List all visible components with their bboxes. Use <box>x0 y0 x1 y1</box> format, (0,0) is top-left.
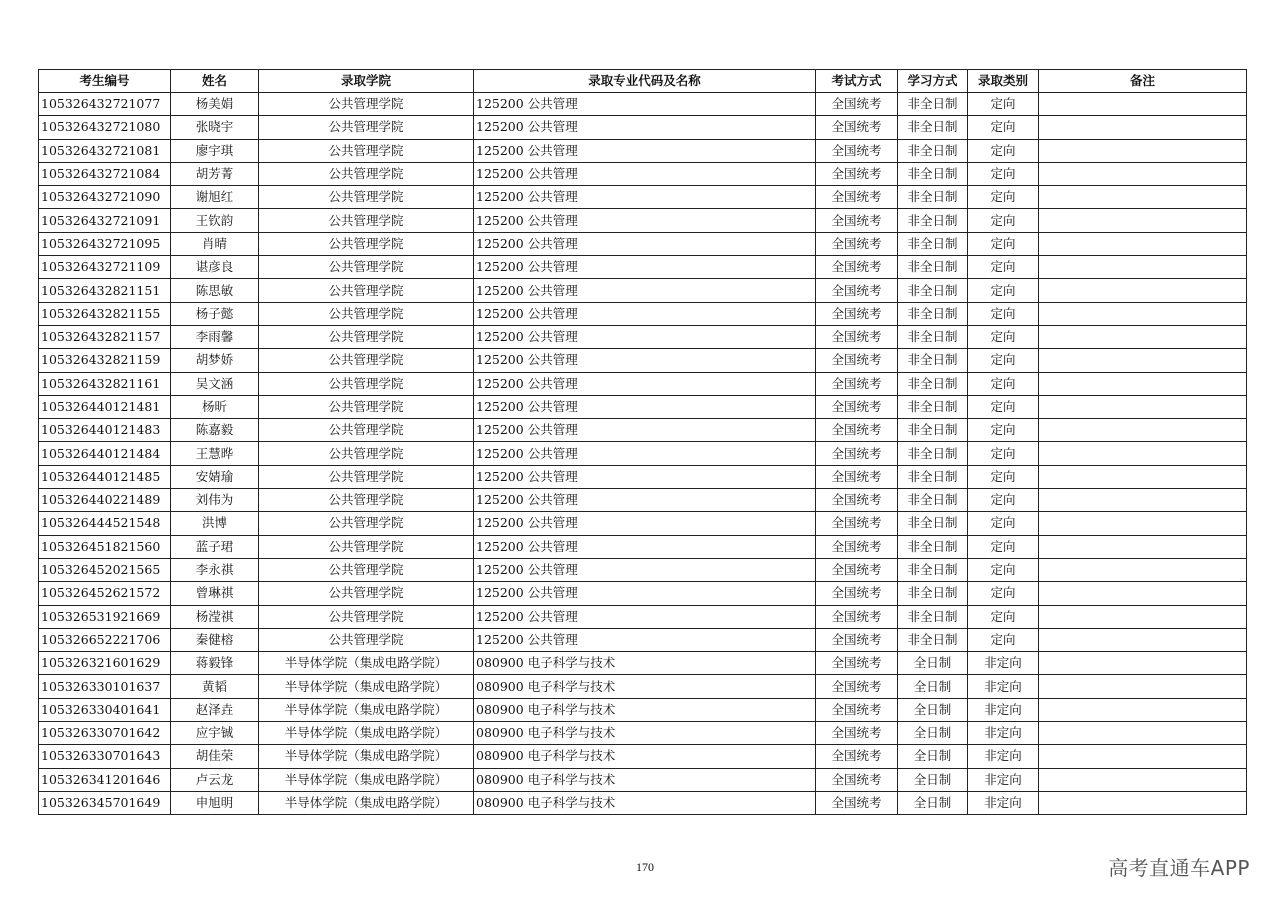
table-row <box>39 325 1247 348</box>
cell-major: 125200 公共管理 <box>474 349 816 372</box>
table-row <box>39 675 1247 698</box>
table-row <box>39 535 1247 558</box>
cell-major: 125200 公共管理 <box>474 465 816 488</box>
cell-exam-mode: 全国统考 <box>816 582 898 605</box>
cell-name: 杨昕 <box>171 395 259 418</box>
cell-remarks <box>1039 372 1247 395</box>
cell-exam-mode: 全国统考 <box>816 232 898 255</box>
cell-name: 李永祺 <box>171 558 259 581</box>
cell-study-mode: 非全日制 <box>898 302 968 325</box>
cell-major: 080900 电子科学与技术 <box>474 745 816 768</box>
cell-study-mode: 非全日制 <box>898 465 968 488</box>
cell-study-mode: 非全日制 <box>898 232 968 255</box>
table-row <box>39 116 1247 139</box>
cell-exam-mode: 全国统考 <box>816 349 898 372</box>
cell-remarks <box>1039 745 1247 768</box>
cell-study-mode: 非全日制 <box>898 558 968 581</box>
cell-name: 刘伟为 <box>171 489 259 512</box>
table-row <box>39 652 1247 675</box>
cell-college: 公共管理学院 <box>259 419 474 442</box>
cell-admission-type: 非定向 <box>968 791 1039 814</box>
cell-major: 080900 电子科学与技术 <box>474 768 816 791</box>
cell-admission-type: 定向 <box>968 279 1039 302</box>
cell-name: 胡佳荣 <box>171 745 259 768</box>
cell-college: 公共管理学院 <box>259 465 474 488</box>
table-row <box>39 302 1247 325</box>
cell-study-mode: 全日制 <box>898 791 968 814</box>
cell-major: 080900 电子科学与技术 <box>474 698 816 721</box>
cell-college: 半导体学院（集成电路学院） <box>259 745 474 768</box>
cell-name: 张晓宇 <box>171 116 259 139</box>
table-row <box>39 768 1247 791</box>
table-row <box>39 279 1247 302</box>
cell-college: 半导体学院（集成电路学院） <box>259 722 474 745</box>
table-row <box>39 372 1247 395</box>
cell-exam-id: 105326345701649 <box>39 791 171 814</box>
cell-name: 杨滢祺 <box>171 605 259 628</box>
cell-study-mode: 非全日制 <box>898 512 968 535</box>
cell-remarks <box>1039 419 1247 442</box>
cell-name: 卢云龙 <box>171 768 259 791</box>
cell-exam-mode: 全国统考 <box>816 722 898 745</box>
cell-college: 半导体学院（集成电路学院） <box>259 768 474 791</box>
cell-exam-id: 105326432821159 <box>39 349 171 372</box>
cell-remarks <box>1039 93 1247 116</box>
cell-remarks <box>1039 722 1247 745</box>
table-row <box>39 698 1247 721</box>
cell-major: 125200 公共管理 <box>474 162 816 185</box>
cell-remarks <box>1039 209 1247 232</box>
cell-admission-type: 定向 <box>968 489 1039 512</box>
cell-remarks <box>1039 116 1247 139</box>
cell-admission-type: 定向 <box>968 558 1039 581</box>
cell-name: 胡芳菁 <box>171 162 259 185</box>
cell-major: 125200 公共管理 <box>474 628 816 651</box>
cell-study-mode: 非全日制 <box>898 349 968 372</box>
cell-remarks <box>1039 442 1247 465</box>
cell-exam-id: 105326432821157 <box>39 325 171 348</box>
cell-study-mode: 非全日制 <box>898 628 968 651</box>
cell-remarks <box>1039 139 1247 162</box>
cell-exam-mode: 全国统考 <box>816 325 898 348</box>
cell-name: 蒋毅锋 <box>171 652 259 675</box>
cell-admission-type: 定向 <box>968 93 1039 116</box>
cell-college: 公共管理学院 <box>259 302 474 325</box>
cell-study-mode: 非全日制 <box>898 116 968 139</box>
cell-admission-type: 定向 <box>968 349 1039 372</box>
table-row <box>39 162 1247 185</box>
cell-remarks <box>1039 512 1247 535</box>
cell-exam-mode: 全国统考 <box>816 512 898 535</box>
table-row <box>39 442 1247 465</box>
cell-name: 王慧晔 <box>171 442 259 465</box>
cell-college: 公共管理学院 <box>259 116 474 139</box>
cell-college: 公共管理学院 <box>259 209 474 232</box>
cell-college: 公共管理学院 <box>259 139 474 162</box>
cell-exam-mode: 全国统考 <box>816 372 898 395</box>
cell-admission-type: 定向 <box>968 116 1039 139</box>
cell-college: 公共管理学院 <box>259 232 474 255</box>
cell-college: 公共管理学院 <box>259 628 474 651</box>
cell-study-mode: 非全日制 <box>898 162 968 185</box>
table-row <box>39 791 1247 814</box>
cell-remarks <box>1039 768 1247 791</box>
cell-remarks <box>1039 698 1247 721</box>
cell-exam-id: 105326330401641 <box>39 698 171 721</box>
cell-study-mode: 非全日制 <box>898 605 968 628</box>
table-row <box>39 745 1247 768</box>
cell-admission-type: 定向 <box>968 256 1039 279</box>
table-row <box>39 512 1247 535</box>
table-row <box>39 349 1247 372</box>
table-row <box>39 628 1247 651</box>
cell-name: 洪博 <box>171 512 259 535</box>
cell-name: 胡梦娇 <box>171 349 259 372</box>
cell-exam-mode: 全国统考 <box>816 489 898 512</box>
cell-study-mode: 非全日制 <box>898 489 968 512</box>
cell-exam-id: 105326531921669 <box>39 605 171 628</box>
cell-remarks <box>1039 582 1247 605</box>
cell-remarks <box>1039 325 1247 348</box>
cell-name: 杨美娟 <box>171 93 259 116</box>
cell-name: 谢旭红 <box>171 186 259 209</box>
table-row <box>39 209 1247 232</box>
cell-exam-id: 105326432721109 <box>39 256 171 279</box>
header-study-mode: 学习方式 <box>898 70 968 93</box>
cell-remarks <box>1039 186 1247 209</box>
cell-exam-id: 105326330101637 <box>39 675 171 698</box>
cell-remarks <box>1039 302 1247 325</box>
cell-exam-mode: 全国统考 <box>816 698 898 721</box>
cell-remarks <box>1039 535 1247 558</box>
cell-college: 公共管理学院 <box>259 558 474 581</box>
cell-admission-type: 非定向 <box>968 652 1039 675</box>
table-header-row <box>39 70 1247 93</box>
cell-admission-type: 定向 <box>968 302 1039 325</box>
cell-exam-mode: 全国统考 <box>816 302 898 325</box>
cell-study-mode: 非全日制 <box>898 419 968 442</box>
cell-exam-mode: 全国统考 <box>816 395 898 418</box>
cell-college: 公共管理学院 <box>259 395 474 418</box>
cell-major: 125200 公共管理 <box>474 582 816 605</box>
header-remarks: 备注 <box>1039 70 1247 93</box>
header-admission-type: 录取类别 <box>968 70 1039 93</box>
cell-exam-mode: 全国统考 <box>816 768 898 791</box>
cell-name: 李雨馨 <box>171 325 259 348</box>
cell-college: 公共管理学院 <box>259 279 474 302</box>
cell-college: 公共管理学院 <box>259 489 474 512</box>
cell-exam-id: 105326451821560 <box>39 535 171 558</box>
cell-exam-mode: 全国统考 <box>816 116 898 139</box>
cell-admission-type: 定向 <box>968 372 1039 395</box>
cell-major: 125200 公共管理 <box>474 558 816 581</box>
cell-study-mode: 非全日制 <box>898 442 968 465</box>
table-row <box>39 465 1247 488</box>
header-college: 录取学院 <box>259 70 474 93</box>
cell-name: 陈嘉毅 <box>171 419 259 442</box>
cell-major: 125200 公共管理 <box>474 139 816 162</box>
cell-name: 陈思敏 <box>171 279 259 302</box>
table-row <box>39 489 1247 512</box>
cell-major: 125200 公共管理 <box>474 209 816 232</box>
cell-exam-mode: 全国统考 <box>816 558 898 581</box>
cell-remarks <box>1039 605 1247 628</box>
cell-major: 125200 公共管理 <box>474 256 816 279</box>
cell-major: 125200 公共管理 <box>474 605 816 628</box>
cell-major: 125200 公共管理 <box>474 512 816 535</box>
cell-exam-id: 105326432821161 <box>39 372 171 395</box>
cell-name: 谌彦良 <box>171 256 259 279</box>
table-row <box>39 139 1247 162</box>
cell-remarks <box>1039 395 1247 418</box>
admission-table <box>38 69 1247 815</box>
cell-study-mode: 非全日制 <box>898 279 968 302</box>
cell-exam-id: 105326432721084 <box>39 162 171 185</box>
cell-study-mode: 非全日制 <box>898 372 968 395</box>
cell-exam-id: 105326330701643 <box>39 745 171 768</box>
cell-admission-type: 非定向 <box>968 745 1039 768</box>
cell-exam-id: 105326452021565 <box>39 558 171 581</box>
cell-name: 杨子懿 <box>171 302 259 325</box>
cell-study-mode: 非全日制 <box>898 535 968 558</box>
cell-major: 125200 公共管理 <box>474 372 816 395</box>
cell-study-mode: 非全日制 <box>898 395 968 418</box>
cell-exam-id: 105326652221706 <box>39 628 171 651</box>
cell-college: 公共管理学院 <box>259 325 474 348</box>
table-row <box>39 395 1247 418</box>
cell-admission-type: 定向 <box>968 628 1039 651</box>
cell-major: 125200 公共管理 <box>474 116 816 139</box>
table-row <box>39 232 1247 255</box>
header-exam-id: 考生编号 <box>39 70 171 93</box>
cell-exam-mode: 全国统考 <box>816 791 898 814</box>
cell-study-mode: 全日制 <box>898 745 968 768</box>
cell-remarks <box>1039 628 1247 651</box>
cell-admission-type: 定向 <box>968 139 1039 162</box>
cell-remarks <box>1039 652 1247 675</box>
cell-college: 公共管理学院 <box>259 93 474 116</box>
cell-admission-type: 定向 <box>968 395 1039 418</box>
cell-major: 125200 公共管理 <box>474 489 816 512</box>
cell-major: 125200 公共管理 <box>474 279 816 302</box>
cell-exam-id: 105326432721077 <box>39 93 171 116</box>
cell-college: 公共管理学院 <box>259 186 474 209</box>
cell-remarks <box>1039 675 1247 698</box>
cell-remarks <box>1039 791 1247 814</box>
cell-admission-type: 定向 <box>968 325 1039 348</box>
cell-major: 080900 电子科学与技术 <box>474 722 816 745</box>
cell-admission-type: 定向 <box>968 535 1039 558</box>
cell-study-mode: 非全日制 <box>898 209 968 232</box>
cell-college: 半导体学院（集成电路学院） <box>259 675 474 698</box>
cell-admission-type: 定向 <box>968 209 1039 232</box>
cell-exam-mode: 全国统考 <box>816 162 898 185</box>
header-major: 录取专业代码及名称 <box>474 70 816 93</box>
cell-major: 125200 公共管理 <box>474 535 816 558</box>
cell-study-mode: 非全日制 <box>898 582 968 605</box>
cell-major: 125200 公共管理 <box>474 232 816 255</box>
cell-exam-id: 105326432721081 <box>39 139 171 162</box>
cell-study-mode: 全日制 <box>898 652 968 675</box>
cell-college: 公共管理学院 <box>259 442 474 465</box>
cell-admission-type: 定向 <box>968 232 1039 255</box>
cell-admission-type: 定向 <box>968 465 1039 488</box>
cell-study-mode: 非全日制 <box>898 325 968 348</box>
cell-exam-id: 105326440121484 <box>39 442 171 465</box>
cell-exam-mode: 全国统考 <box>816 139 898 162</box>
cell-exam-mode: 全国统考 <box>816 745 898 768</box>
cell-exam-id: 105326432821155 <box>39 302 171 325</box>
cell-admission-type: 非定向 <box>968 675 1039 698</box>
cell-name: 吴文涵 <box>171 372 259 395</box>
cell-name: 申旭明 <box>171 791 259 814</box>
cell-exam-id: 105326432721095 <box>39 232 171 255</box>
cell-exam-id: 105326432721090 <box>39 186 171 209</box>
cell-admission-type: 非定向 <box>968 768 1039 791</box>
cell-college: 公共管理学院 <box>259 256 474 279</box>
cell-admission-type: 定向 <box>968 605 1039 628</box>
cell-admission-type: 定向 <box>968 186 1039 209</box>
cell-name: 曾琳祺 <box>171 582 259 605</box>
cell-exam-id: 105326440121485 <box>39 465 171 488</box>
watermark: 高考直通车APP <box>1108 856 1250 880</box>
cell-name: 廖宇琪 <box>171 139 259 162</box>
cell-study-mode: 非全日制 <box>898 93 968 116</box>
cell-name: 王钦韵 <box>171 209 259 232</box>
cell-remarks <box>1039 349 1247 372</box>
cell-major: 125200 公共管理 <box>474 395 816 418</box>
table-row <box>39 186 1247 209</box>
cell-major: 125200 公共管理 <box>474 186 816 209</box>
cell-admission-type: 定向 <box>968 582 1039 605</box>
cell-remarks <box>1039 279 1247 302</box>
cell-exam-id: 105326321601629 <box>39 652 171 675</box>
cell-major: 125200 公共管理 <box>474 302 816 325</box>
header-exam-mode: 考试方式 <box>816 70 898 93</box>
cell-exam-id: 105326452621572 <box>39 582 171 605</box>
table-row <box>39 605 1247 628</box>
cell-name: 安婧瑜 <box>171 465 259 488</box>
cell-college: 公共管理学院 <box>259 162 474 185</box>
cell-admission-type: 非定向 <box>968 698 1039 721</box>
header-name: 姓名 <box>171 70 259 93</box>
cell-college: 公共管理学院 <box>259 512 474 535</box>
cell-college: 公共管理学院 <box>259 349 474 372</box>
cell-exam-id: 105326330701642 <box>39 722 171 745</box>
table-row <box>39 558 1247 581</box>
cell-exam-mode: 全国统考 <box>816 535 898 558</box>
cell-name: 秦健榕 <box>171 628 259 651</box>
cell-college: 公共管理学院 <box>259 605 474 628</box>
cell-remarks <box>1039 256 1247 279</box>
cell-major: 125200 公共管理 <box>474 93 816 116</box>
cell-major: 125200 公共管理 <box>474 419 816 442</box>
cell-study-mode: 非全日制 <box>898 256 968 279</box>
cell-remarks <box>1039 232 1247 255</box>
cell-exam-mode: 全国统考 <box>816 652 898 675</box>
cell-remarks <box>1039 558 1247 581</box>
cell-major: 125200 公共管理 <box>474 325 816 348</box>
cell-exam-id: 105326440121483 <box>39 419 171 442</box>
cell-college: 半导体学院（集成电路学院） <box>259 791 474 814</box>
cell-admission-type: 定向 <box>968 442 1039 465</box>
cell-college: 公共管理学院 <box>259 535 474 558</box>
cell-college: 半导体学院（集成电路学院） <box>259 652 474 675</box>
cell-name: 肖晴 <box>171 232 259 255</box>
cell-study-mode: 全日制 <box>898 698 968 721</box>
cell-remarks <box>1039 162 1247 185</box>
cell-exam-mode: 全国统考 <box>816 628 898 651</box>
cell-exam-mode: 全国统考 <box>816 605 898 628</box>
cell-exam-mode: 全国统考 <box>816 186 898 209</box>
cell-study-mode: 非全日制 <box>898 139 968 162</box>
table-row <box>39 722 1247 745</box>
cell-admission-type: 定向 <box>968 512 1039 535</box>
cell-college: 公共管理学院 <box>259 372 474 395</box>
cell-exam-mode: 全国统考 <box>816 419 898 442</box>
cell-exam-id: 105326440221489 <box>39 489 171 512</box>
cell-name: 赵泽垚 <box>171 698 259 721</box>
cell-major: 080900 电子科学与技术 <box>474 791 816 814</box>
cell-remarks <box>1039 489 1247 512</box>
cell-college: 公共管理学院 <box>259 582 474 605</box>
cell-remarks <box>1039 465 1247 488</box>
cell-exam-mode: 全国统考 <box>816 209 898 232</box>
table-row <box>39 256 1247 279</box>
cell-major: 080900 电子科学与技术 <box>474 675 816 698</box>
cell-exam-mode: 全国统考 <box>816 279 898 302</box>
cell-exam-mode: 全国统考 <box>816 442 898 465</box>
cell-exam-id: 105326432821151 <box>39 279 171 302</box>
cell-exam-mode: 全国统考 <box>816 465 898 488</box>
cell-major: 080900 电子科学与技术 <box>474 652 816 675</box>
cell-exam-mode: 全国统考 <box>816 93 898 116</box>
cell-exam-id: 105326440121481 <box>39 395 171 418</box>
cell-admission-type: 定向 <box>968 419 1039 442</box>
cell-study-mode: 全日制 <box>898 768 968 791</box>
page-number: 170 <box>636 860 654 874</box>
cell-exam-mode: 全国统考 <box>816 256 898 279</box>
cell-exam-id: 105326432721080 <box>39 116 171 139</box>
cell-admission-type: 非定向 <box>968 722 1039 745</box>
table-row <box>39 582 1247 605</box>
table-row <box>39 93 1247 116</box>
cell-exam-mode: 全国统考 <box>816 675 898 698</box>
cell-major: 125200 公共管理 <box>474 442 816 465</box>
cell-study-mode: 非全日制 <box>898 186 968 209</box>
cell-name: 黄韬 <box>171 675 259 698</box>
cell-exam-id: 105326432721091 <box>39 209 171 232</box>
cell-exam-id: 105326341201646 <box>39 768 171 791</box>
cell-name: 应宇铖 <box>171 722 259 745</box>
cell-study-mode: 全日制 <box>898 675 968 698</box>
cell-exam-id: 105326444521548 <box>39 512 171 535</box>
cell-college: 半导体学院（集成电路学院） <box>259 698 474 721</box>
table-row <box>39 419 1247 442</box>
cell-admission-type: 定向 <box>968 162 1039 185</box>
cell-name: 蓝子珺 <box>171 535 259 558</box>
cell-study-mode: 全日制 <box>898 722 968 745</box>
